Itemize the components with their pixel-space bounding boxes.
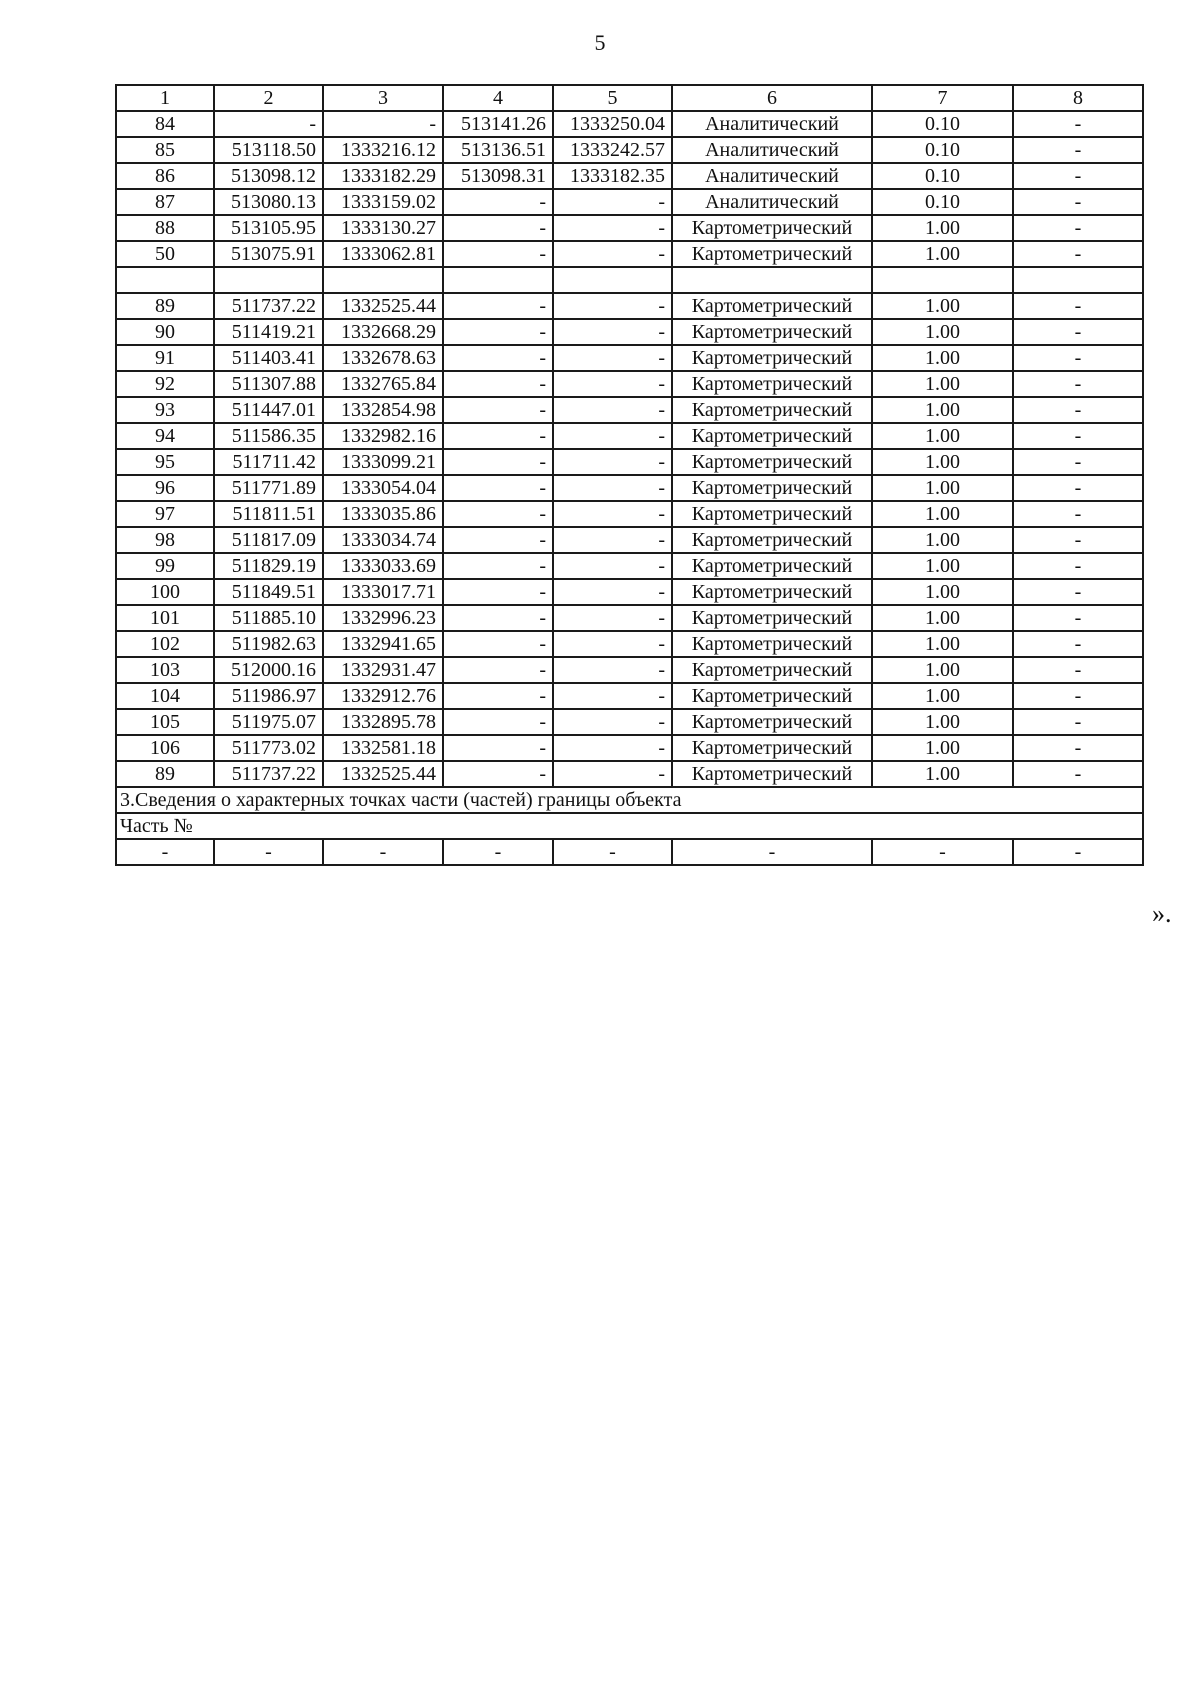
table-row	[116, 761, 1143, 787]
table-cell: -	[553, 449, 672, 475]
table-cell: -	[443, 761, 553, 787]
table-cell: -	[1013, 319, 1143, 345]
table-row	[116, 657, 1143, 683]
table-cell: -	[553, 189, 672, 215]
table-cell: -	[553, 475, 672, 501]
header-cell: 8	[1013, 85, 1143, 111]
table-cell: -	[443, 215, 553, 241]
table-cell	[1013, 267, 1143, 293]
table-cell: 95	[116, 449, 214, 475]
header-cell: 4	[443, 85, 553, 111]
table-cell: -	[443, 579, 553, 605]
table-cell: 513098.12	[214, 163, 323, 189]
table-cell: 511419.21	[214, 319, 323, 345]
table-cell: -	[443, 241, 553, 267]
table-cell: 1333099.21	[323, 449, 443, 475]
table-cell: Картометрический	[672, 501, 872, 527]
table-cell: -	[1013, 761, 1143, 787]
table-row	[116, 423, 1143, 449]
part-number-row	[116, 813, 1143, 839]
table-cell: -	[1013, 605, 1143, 631]
table-cell: -	[553, 761, 672, 787]
table-cell: 1.00	[872, 553, 1013, 579]
table-cell: -	[443, 657, 553, 683]
table-cell: 511849.51	[214, 579, 323, 605]
table-cell: 1332854.98	[323, 397, 443, 423]
table-cell: 86	[116, 163, 214, 189]
table-row	[116, 553, 1143, 579]
table-cell: -	[1013, 527, 1143, 553]
table-cell: 1332895.78	[323, 709, 443, 735]
header-row	[116, 85, 1143, 111]
table-cell: -	[443, 345, 553, 371]
table-cell: 1333159.02	[323, 189, 443, 215]
table-cell	[443, 267, 553, 293]
table-cell: -	[443, 709, 553, 735]
table-cell: Картометрический	[672, 475, 872, 501]
table-cell: -	[443, 631, 553, 657]
table-cell: -	[1013, 423, 1143, 449]
table-cell: 1332941.65	[323, 631, 443, 657]
table-cell: -	[443, 605, 553, 631]
table-cell: -	[553, 683, 672, 709]
table-cell: Картометрический	[672, 657, 872, 683]
table-cell: 1.00	[872, 293, 1013, 319]
table-cell: -	[443, 839, 553, 865]
table-cell: Картометрический	[672, 293, 872, 319]
table-cell: -	[553, 605, 672, 631]
table-cell: 1.00	[872, 657, 1013, 683]
table-cell: -	[443, 449, 553, 475]
table-row	[116, 241, 1143, 267]
table-cell: 1333242.57	[553, 137, 672, 163]
table-cell: Картометрический	[672, 683, 872, 709]
table-cell: -	[323, 839, 443, 865]
closing-quote: ».	[1152, 899, 1172, 928]
table-cell: -	[1013, 371, 1143, 397]
header-cell: 7	[872, 85, 1013, 111]
table-cell: 1332525.44	[323, 761, 443, 787]
table-cell: Аналитический	[672, 137, 872, 163]
table-cell	[553, 267, 672, 293]
table-cell: 1.00	[872, 241, 1013, 267]
table-cell: -	[1013, 111, 1143, 137]
table-cell: 106	[116, 735, 214, 761]
table-cell: 1332912.76	[323, 683, 443, 709]
table-cell: -	[1013, 501, 1143, 527]
table-cell: 1332931.47	[323, 657, 443, 683]
table-cell: -	[443, 319, 553, 345]
table-cell: 97	[116, 501, 214, 527]
table-cell: 50	[116, 241, 214, 267]
table-cell: 1333062.81	[323, 241, 443, 267]
table-cell: Картометрический	[672, 579, 872, 605]
table-cell: 1332678.63	[323, 345, 443, 371]
table-cell: Картометрический	[672, 527, 872, 553]
table-row	[116, 215, 1143, 241]
table-cell: 90	[116, 319, 214, 345]
table-cell: -	[553, 501, 672, 527]
section-title: 3.Сведения о характерных точках части (частей) границы объекта	[116, 787, 1143, 813]
table-cell: Картометрический	[672, 709, 872, 735]
table-cell: -	[443, 527, 553, 553]
table-cell: Картометрический	[672, 215, 872, 241]
table-cell: 1332581.18	[323, 735, 443, 761]
table-cell: 1.00	[872, 631, 1013, 657]
table-cell: -	[1013, 189, 1143, 215]
table-cell	[872, 267, 1013, 293]
table-cell: 1.00	[872, 579, 1013, 605]
table-cell: 1333054.04	[323, 475, 443, 501]
table-cell: 1.00	[872, 527, 1013, 553]
section-title-row	[116, 787, 1143, 813]
table-cell: Картометрический	[672, 241, 872, 267]
table-cell: Картометрический	[672, 605, 872, 631]
table-cell: -	[443, 683, 553, 709]
table-cell: 1.00	[872, 761, 1013, 787]
table-cell: Картометрический	[672, 631, 872, 657]
table-cell: -	[1013, 345, 1143, 371]
table-cell: 85	[116, 137, 214, 163]
table-cell: 1333250.04	[553, 111, 672, 137]
table-cell: 1333216.12	[323, 137, 443, 163]
table-cell: 511885.10	[214, 605, 323, 631]
table-cell: 1332982.16	[323, 423, 443, 449]
table-cell: 87	[116, 189, 214, 215]
table-cell: 1.00	[872, 735, 1013, 761]
table-cell: -	[1013, 631, 1143, 657]
table-cell: Картометрический	[672, 735, 872, 761]
table-cell: 0.10	[872, 137, 1013, 163]
table-cell: -	[1013, 735, 1143, 761]
table-cell: -	[116, 839, 214, 865]
table-cell: 1332765.84	[323, 371, 443, 397]
part-number-label: Часть №	[116, 813, 1143, 839]
table-cell: 1333182.29	[323, 163, 443, 189]
table-cell: -	[553, 397, 672, 423]
table-cell: -	[1013, 215, 1143, 241]
table-cell: -	[1013, 241, 1143, 267]
table-row	[116, 527, 1143, 553]
table-cell: 101	[116, 605, 214, 631]
header-cell: 2	[214, 85, 323, 111]
table-cell: -	[1013, 163, 1143, 189]
table-cell	[323, 267, 443, 293]
table-cell: Картометрический	[672, 553, 872, 579]
table-cell: -	[214, 111, 323, 137]
table-cell: -	[1013, 657, 1143, 683]
table-cell: 105	[116, 709, 214, 735]
table-cell: -	[443, 475, 553, 501]
table-cell: 96	[116, 475, 214, 501]
table-cell: 1332525.44	[323, 293, 443, 319]
table-cell: 98	[116, 527, 214, 553]
table-cell: 92	[116, 371, 214, 397]
table-cell: -	[672, 839, 872, 865]
table-cell	[214, 267, 323, 293]
table-cell: 511403.41	[214, 345, 323, 371]
table-cell: 511982.63	[214, 631, 323, 657]
table-cell: -	[443, 371, 553, 397]
table-cell: -	[1013, 397, 1143, 423]
table-cell: -	[1013, 709, 1143, 735]
table-cell: 513141.26	[443, 111, 553, 137]
table-cell: 511737.22	[214, 293, 323, 319]
page-number: 5	[594, 30, 606, 55]
table-row	[116, 475, 1143, 501]
table-cell: -	[1013, 683, 1143, 709]
table-cell: -	[553, 423, 672, 449]
table-cell: 0.10	[872, 111, 1013, 137]
table-cell: -	[443, 735, 553, 761]
table-cell	[672, 267, 872, 293]
table-cell	[116, 267, 214, 293]
table-row	[116, 501, 1143, 527]
coordinates-table	[115, 84, 1144, 866]
table-row	[116, 397, 1143, 423]
table-cell: 84	[116, 111, 214, 137]
table-cell: 1333017.71	[323, 579, 443, 605]
table-cell: -	[553, 657, 672, 683]
table-cell: Картометрический	[672, 345, 872, 371]
table-cell: 102	[116, 631, 214, 657]
table-cell: Картометрический	[672, 449, 872, 475]
table-row	[116, 839, 1143, 865]
table-cell: -	[553, 579, 672, 605]
table-cell: 513118.50	[214, 137, 323, 163]
table-cell: 1332996.23	[323, 605, 443, 631]
table-cell: -	[553, 215, 672, 241]
table-cell: 100	[116, 579, 214, 605]
table-cell: 513098.31	[443, 163, 553, 189]
table-cell: 104	[116, 683, 214, 709]
header-cell: 1	[116, 85, 214, 111]
table-row	[116, 137, 1143, 163]
table-cell: -	[1013, 579, 1143, 605]
table-cell: -	[553, 319, 672, 345]
table-cell: 1333034.74	[323, 527, 443, 553]
table-cell: 513105.95	[214, 215, 323, 241]
table-cell: 1.00	[872, 449, 1013, 475]
table-cell: -	[1013, 449, 1143, 475]
table-row	[116, 735, 1143, 761]
table-cell: 1.00	[872, 501, 1013, 527]
table-row	[116, 267, 1143, 293]
table-cell: -	[553, 345, 672, 371]
table-cell: -	[1013, 553, 1143, 579]
table-row	[116, 319, 1143, 345]
table-row	[116, 631, 1143, 657]
table-row	[116, 605, 1143, 631]
table-cell: 511829.19	[214, 553, 323, 579]
table-row	[116, 683, 1143, 709]
table-cell: 1.00	[872, 475, 1013, 501]
table-cell: -	[553, 553, 672, 579]
table-cell: 0.10	[872, 163, 1013, 189]
header-cell: 5	[553, 85, 672, 111]
table-cell: 1333033.69	[323, 553, 443, 579]
table-cell: 511447.01	[214, 397, 323, 423]
table-cell: 89	[116, 293, 214, 319]
table-cell: 1.00	[872, 709, 1013, 735]
table-cell: -	[553, 293, 672, 319]
table-cell: -	[872, 839, 1013, 865]
table-cell: 511307.88	[214, 371, 323, 397]
table-cell: Картометрический	[672, 319, 872, 345]
table-cell: 513075.91	[214, 241, 323, 267]
table-row	[116, 163, 1143, 189]
table-cell: 511586.35	[214, 423, 323, 449]
table-cell: 1.00	[872, 423, 1013, 449]
table-cell: Картометрический	[672, 761, 872, 787]
table-cell: 1332668.29	[323, 319, 443, 345]
table-cell: -	[1013, 475, 1143, 501]
table-cell: 99	[116, 553, 214, 579]
table-cell: -	[323, 111, 443, 137]
table-cell: 0.10	[872, 189, 1013, 215]
table-row	[116, 371, 1143, 397]
table-cell: 1.00	[872, 683, 1013, 709]
table-cell: -	[553, 527, 672, 553]
table-cell: 89	[116, 761, 214, 787]
table-row	[116, 111, 1143, 137]
table-cell: -	[1013, 137, 1143, 163]
table-cell: 93	[116, 397, 214, 423]
table-cell: 1333182.35	[553, 163, 672, 189]
table-cell: -	[443, 397, 553, 423]
table-cell: Картометрический	[672, 371, 872, 397]
table-cell: -	[443, 293, 553, 319]
table-cell: -	[443, 501, 553, 527]
table-cell: 511711.42	[214, 449, 323, 475]
table-row	[116, 579, 1143, 605]
table-cell: 511975.07	[214, 709, 323, 735]
table-cell: 511817.09	[214, 527, 323, 553]
table-row	[116, 709, 1143, 735]
table-cell: -	[1013, 839, 1143, 865]
table-cell: -	[214, 839, 323, 865]
header-cell: 3	[323, 85, 443, 111]
table-row	[116, 293, 1143, 319]
table-cell: 512000.16	[214, 657, 323, 683]
table-cell: 1.00	[872, 319, 1013, 345]
table-cell: 1.00	[872, 371, 1013, 397]
table-cell: -	[553, 709, 672, 735]
table-cell: 511771.89	[214, 475, 323, 501]
table-body	[116, 85, 1143, 865]
table-cell: -	[553, 735, 672, 761]
table-cell: 511773.02	[214, 735, 323, 761]
table-cell: -	[1013, 293, 1143, 319]
table-cell: 1.00	[872, 215, 1013, 241]
table-cell: -	[553, 839, 672, 865]
table-cell: 91	[116, 345, 214, 371]
table-row	[116, 189, 1143, 215]
table-cell: -	[553, 371, 672, 397]
table-cell: 88	[116, 215, 214, 241]
table-cell: Аналитический	[672, 111, 872, 137]
table-cell: 513080.13	[214, 189, 323, 215]
table-cell: -	[553, 631, 672, 657]
table-cell: Аналитический	[672, 163, 872, 189]
table-cell: 513136.51	[443, 137, 553, 163]
table-cell: -	[553, 241, 672, 267]
table-cell: 1333130.27	[323, 215, 443, 241]
table-cell: -	[443, 189, 553, 215]
table-cell: -	[443, 553, 553, 579]
table-cell: Картометрический	[672, 397, 872, 423]
table-cell: Картометрический	[672, 423, 872, 449]
table-cell: 1.00	[872, 397, 1013, 423]
table-cell: Аналитический	[672, 189, 872, 215]
table-cell: 511811.51	[214, 501, 323, 527]
header-cell: 6	[672, 85, 872, 111]
table-cell: 94	[116, 423, 214, 449]
table-cell: 1333035.86	[323, 501, 443, 527]
table-cell: -	[443, 423, 553, 449]
table-cell: 511986.97	[214, 683, 323, 709]
table-cell: 103	[116, 657, 214, 683]
table-cell: 511737.22	[214, 761, 323, 787]
table-cell: 1.00	[872, 605, 1013, 631]
table-cell: 1.00	[872, 345, 1013, 371]
table-row	[116, 449, 1143, 475]
table-row	[116, 345, 1143, 371]
